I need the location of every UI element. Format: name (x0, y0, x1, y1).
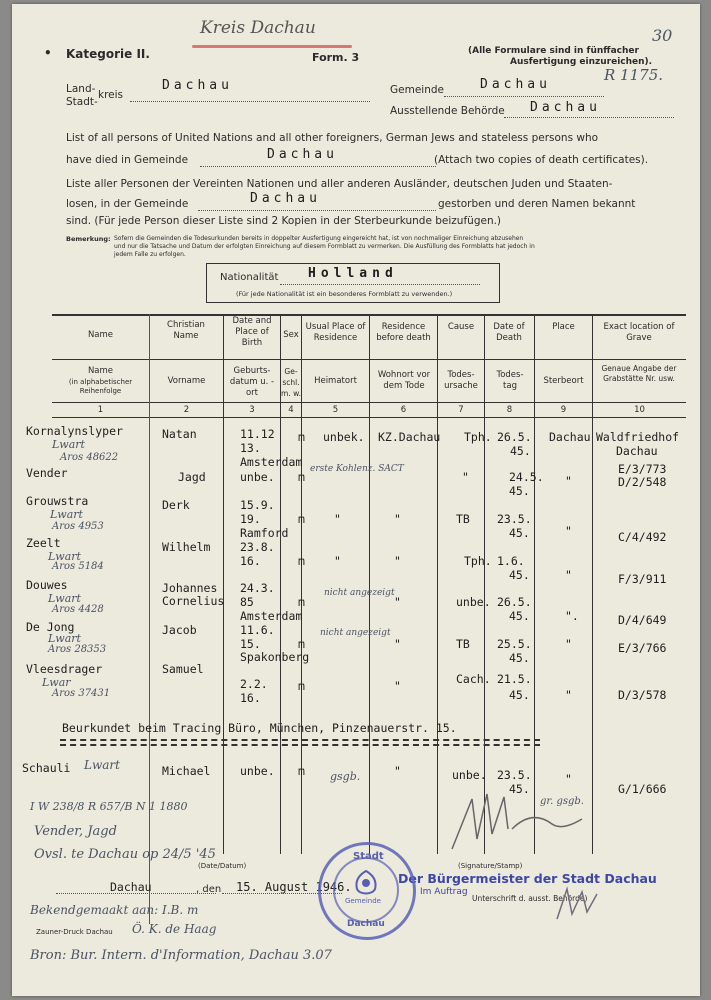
row-residence: " (394, 595, 401, 609)
document-page (12, 4, 700, 996)
signature-caption: (Signature/Stamp) (458, 862, 523, 870)
gemeinde-value: Dachau (480, 77, 551, 92)
col-header-christian-de: Vorname (167, 376, 206, 386)
row-name: Zeelt (26, 536, 61, 550)
row-name: Schauli (22, 761, 71, 775)
col-num-4: 4 (288, 405, 294, 415)
dashed-separator (60, 739, 540, 741)
row-handwritten-1: Lwart (48, 550, 81, 563)
row-handwritten-1: Lwart (52, 438, 85, 451)
col-header-cause-en: Cause (447, 322, 475, 332)
col-header-date-en: Date of Death (493, 322, 525, 343)
gemeinde-label: Gemeinde (390, 84, 444, 96)
row-handwritten-note: erste Kohlenz. SACT (310, 464, 404, 474)
copies-note-2: Ausfertigung einzureichen). (510, 57, 653, 67)
official-stamp-subtext: Im Auftrag (420, 887, 468, 897)
col-header-grave-en: Exact location of Grave (603, 322, 675, 343)
row-cause: unbe. (452, 768, 487, 782)
row-sex: m (298, 595, 305, 609)
seal-text-bottom: Dachau (347, 919, 385, 929)
row-death-2: 45. (510, 444, 531, 458)
tracing-note: Beurkundet beim Tracing Büro, München, Pinzenauerstr. 15. (62, 721, 457, 735)
row-residence: " (394, 679, 401, 693)
row-birth-1: Amsterdam (240, 455, 303, 469)
page-number: 30 (652, 26, 673, 45)
row-handwritten-note: gr. gsgb. (540, 796, 584, 807)
row-handwritten-2: Aros 48622 (60, 452, 119, 463)
row-cause: " (462, 470, 469, 484)
row-first-name: Jagd (178, 470, 206, 484)
row-handwritten-1: Lwart (50, 508, 83, 521)
col-num-6: 6 (400, 405, 407, 415)
pen-scribble (552, 884, 602, 924)
red-underline (192, 45, 352, 48)
row-sex: m (298, 554, 305, 568)
row-grave-1: C/4/492 (618, 530, 667, 544)
col-header-grave-de: Genaue Angabe der Grabstätte Nr. usw. (601, 364, 677, 383)
row-death-1: 26.5. (497, 595, 532, 609)
english-intro-dotted (200, 166, 436, 167)
col-num-10: 10 (634, 405, 645, 415)
handwritten-note-6: Bron: Bur. Intern. d'Information, Dachau 3.07 (30, 948, 332, 963)
row-grave-1: D/3/578 (618, 688, 667, 702)
row-birth-2: 19. (240, 512, 261, 526)
nationality-dotted (280, 284, 480, 285)
row-birth-2: 2.2. (240, 677, 268, 691)
row-residence: " (394, 512, 401, 526)
row-name: Kornalynslyper (26, 424, 123, 438)
row-first-name: Natan (162, 427, 197, 441)
col-header-name-de: Name (87, 366, 114, 376)
col-num-2: 2 (183, 405, 190, 415)
row-first-name: Samuel (162, 662, 204, 676)
row-sex: m (298, 430, 305, 444)
row-handwritten-1: Lwar (42, 676, 71, 689)
row-handwritten-2: Aros 5184 (52, 561, 104, 572)
date-value: 15. August 1946. (236, 880, 352, 894)
row-home: " (334, 512, 341, 526)
row-place: " (565, 688, 572, 702)
row-death-1: 21.5. (497, 672, 532, 686)
german-intro-line1: Liste aller Personen der Vereinten Nationen und aller anderen Ausländer, deutschen Juden und Staaten- (66, 178, 613, 190)
place-value: Dachau (110, 880, 152, 894)
gemeinde-dotted-line (444, 96, 604, 97)
row-name: Grouwstra (26, 494, 89, 508)
row-grave-2: Dachau (616, 444, 658, 458)
col-header-name-de2: (in alphabetischer Reihenfolge (68, 378, 133, 395)
row-place: ". (565, 609, 579, 623)
row-cause: Tph. (464, 554, 492, 568)
row-grave-1: D/4/649 (618, 613, 667, 627)
row-birth-2: 11.6. (240, 623, 275, 637)
col-header-residence-en: Residence before death (376, 322, 431, 343)
handwritten-note-2: Vender, Jagd (34, 824, 117, 839)
bullet-mark: • (44, 46, 52, 60)
den-label: , den (196, 884, 222, 895)
place-dotted (56, 893, 216, 894)
official-stamp-text: Der Bürgermeister der Stadt Dachau (398, 871, 657, 886)
row-cause: TB (456, 637, 470, 651)
remark-text-1: Sofern die Gemeinden die Todesurkunden bereits in doppelter Ausfertigung eingereicht hat, ist von nochmaliger Einreichung abzusehen (114, 235, 524, 242)
english-intro-line2b: (Attach two copies of death certificates). (434, 154, 649, 166)
row-sex: m (298, 512, 305, 526)
row-sex: m (298, 637, 305, 651)
row-residence: KZ.Dachau (378, 430, 441, 444)
printer-label: Zauner-Druck Dachau (36, 928, 113, 936)
row-death-1: 24.5. (509, 470, 544, 484)
col-sep-5 (369, 314, 370, 854)
row-place: " (565, 772, 572, 786)
row-residence: " (394, 764, 401, 778)
signature-scribble (442, 779, 592, 869)
col-num-5: 5 (332, 405, 339, 415)
round-seal (318, 842, 416, 940)
col-sep-6 (437, 314, 438, 854)
row-birth-1: Ramford (240, 526, 289, 540)
col-header-date-de: Todes-tag (496, 370, 524, 391)
col-num-7: 7 (458, 405, 464, 415)
row-handwritten-2: Aros 4428 (52, 604, 104, 615)
row-handwritten-2: Aros 28353 (48, 644, 107, 655)
row-birth-1: 11.12 (240, 427, 275, 441)
row-residence: " (394, 637, 401, 651)
row-place: " (565, 474, 572, 488)
german-intro-value: Dachau (250, 191, 321, 206)
row-grave-2: D/2/548 (618, 475, 667, 489)
row-handwritten-note: nicht angezeigt (324, 588, 395, 598)
col-header-cause-de: Todes-ursache (444, 370, 478, 391)
date-caption: (Date/Datum) (198, 862, 247, 870)
english-intro-line2a: have died in Gemeinde (66, 154, 189, 166)
kreis-label: kreis (98, 89, 124, 101)
form-label: Form. 3 (312, 51, 360, 64)
col-header-sex-de: Ge-schl. m. w. (281, 367, 301, 398)
row-place: Dachau (549, 430, 591, 444)
row-name: De Jong (26, 620, 75, 634)
col-num-9: 9 (560, 405, 567, 415)
behoerde-label: Ausstellende Behörde (390, 105, 505, 117)
row-death-2: 45. (509, 526, 530, 540)
german-intro-line2a: losen, in der Gemeinde (66, 198, 189, 210)
row-birth-1: 24.3. (240, 581, 275, 595)
col-num-1: 1 (97, 405, 104, 415)
row-first-name: Derk (162, 498, 190, 512)
ref-number: R 1175. (604, 66, 664, 84)
row-handwritten-1: Lwart (48, 592, 81, 605)
row-birth-3: 16. (240, 554, 261, 568)
nationality-value: Holland (308, 266, 398, 281)
german-intro-line2b: gestorben und deren Namen bekannt (438, 198, 636, 210)
row-birth-1: 15.9. (240, 498, 275, 512)
col-header-residence-de: Wohnort vor dem Tode (377, 370, 431, 391)
nationality-label: Nationalität (220, 272, 279, 283)
row-birth-2: 23.8. (240, 540, 275, 554)
row-death-2: 45. (509, 688, 530, 702)
row-death-2: 45. (509, 484, 530, 498)
col-header-usual-de: Heimatort (314, 376, 357, 386)
col-header-birth-de: Geburts-datum u. -ort (229, 366, 275, 398)
row-home: " (334, 554, 341, 568)
category-label: Kategorie II. (66, 47, 150, 61)
col-sep-2 (223, 314, 224, 854)
col-sep-9 (592, 314, 593, 854)
row-birth-2: 13. (240, 441, 261, 455)
copies-note-1: (Alle Formulare sind in fünffacher (468, 46, 639, 56)
handwritten-note-1: I W 238/8 R 657/B N 1 1880 (30, 800, 188, 813)
behoerde-value: Dachau (530, 100, 601, 115)
row-sex: m (298, 679, 305, 693)
german-intro-dotted (198, 210, 436, 211)
remark-label: Bemerkung: (66, 235, 111, 243)
row-grave-1: E/3/773 (618, 462, 667, 476)
row-death-1: 1.6. (497, 554, 525, 568)
english-intro-line1: List of all persons of United Nations and all other foreigners, German Jews and stateless persons who (66, 132, 599, 144)
row-birth: unbe. (240, 764, 275, 778)
col-header-birth-en: Date and Place of Birth (232, 316, 272, 348)
handwritten-note-5: Ö. K. de Haag (132, 922, 217, 936)
kreis-value: Dachau (162, 78, 233, 93)
row-first-name: Jacob (162, 623, 197, 637)
seal-emblem-icon (351, 869, 381, 897)
col-header-place-en: Place (552, 322, 575, 332)
behoerde-dotted-line (504, 117, 674, 118)
handwritten-note-4: Bekendgemaakt aan: I.B. m (30, 903, 199, 917)
col-header-place-de: Sterbeort (543, 376, 584, 386)
row-grave-1: G/1/666 (618, 782, 667, 796)
row-home: unbek. (323, 430, 365, 444)
dashed-separator (60, 744, 540, 746)
col-header-usual-en: Usual Place of Residence (305, 322, 366, 343)
remark-text-3: jedem Falle zu erfolgen. (114, 251, 186, 258)
row-birth-2: unbe. (240, 470, 275, 484)
english-intro-value: Dachau (267, 147, 338, 162)
col-header-christian-en: Christian Name (167, 320, 205, 341)
row-death-2: 45. (509, 568, 530, 582)
row-cause: TB (456, 512, 470, 526)
row-home: gsgb. (330, 770, 361, 783)
nationality-note: (Für jede Nationalität ist ein besonderes Formblatt zu verwenden.) (236, 290, 453, 298)
row-handwritten-1: Lwart (48, 632, 81, 645)
row-name: Vender (26, 466, 68, 480)
row-first-name: Wilhelm (162, 540, 211, 554)
row-name: Douwes (26, 578, 68, 592)
seal-center: Gemeinde (345, 897, 381, 905)
row-residence: " (394, 554, 401, 568)
row-birth-2: 85 (240, 595, 254, 609)
row-place: " (565, 568, 572, 582)
german-intro-line3: sind. (Für jede Person dieser Liste sind 2 Kopien in der Sterbeurkunde beizufügen.) (66, 215, 502, 227)
row-birth-3: 16. (240, 691, 261, 705)
stadt-label: Stadt- (66, 96, 98, 108)
seal-text-top: Stadt (353, 851, 384, 862)
row-birth-1: Amsterdam (240, 609, 303, 623)
handwritten-note-3: Ovsl. te Dachau op 24/5 '45 (34, 847, 216, 862)
row-place: " (565, 637, 572, 651)
row-death-2: 45. (509, 609, 530, 623)
row-cause: unbe. (456, 595, 491, 609)
col-sep-8 (534, 314, 535, 854)
row-sex: m (298, 470, 305, 484)
row-death-2: 45. (509, 651, 530, 665)
kreis-dotted-line (130, 101, 370, 102)
row-handwritten-2: Aros 37431 (52, 688, 111, 699)
col-header-sex-en: Sex (283, 330, 299, 340)
row-grave-1: Waldfriedhof (596, 430, 680, 444)
row-death-1: 23.5. (497, 768, 532, 782)
signature-label-de: Unterschrift d. ausst. Behörde) (472, 894, 588, 903)
row-name: Vleesdrager (26, 662, 103, 676)
col-num-8: 8 (506, 405, 513, 415)
row-place: " (565, 524, 572, 538)
row-death-1: 26.5. (497, 430, 532, 444)
row-cause: Cach. (456, 672, 491, 686)
handwritten-title: Kreis Dachau (200, 18, 316, 38)
row-death-1: 25.5. (497, 637, 532, 651)
land-label: Land- (66, 83, 96, 95)
remark-text-2: und nur die Tatsache und Datum der erfolgten Einreichung auf diesem Formblatt zu vermerken. Die Ausfüllung des Formblatts hat jedoch in (114, 243, 535, 250)
row-grave-1: E/3/766 (618, 641, 667, 655)
row-grave-1: F/3/911 (618, 572, 667, 586)
row-birth-3: 15. (240, 637, 261, 651)
row-death-1: 23.5. (497, 512, 532, 526)
row-birth-1: Spakonberg (240, 650, 310, 664)
row-first-name: Johannes (162, 581, 218, 595)
row-death-2: 45. (509, 782, 530, 796)
row-first-name: Michael (162, 764, 211, 778)
row-sex: m (298, 764, 305, 778)
col-num-3: 3 (249, 405, 255, 415)
row-first-name-2: Cornelius (162, 594, 225, 608)
row-cause: Tph. (464, 430, 492, 444)
row-handwritten-1: Lwart (84, 758, 120, 772)
col-header-name-en: Name (87, 330, 114, 340)
row-handwritten-note: nicht angezeigt (320, 628, 391, 638)
row-handwritten-2: Aros 4953 (52, 521, 104, 532)
